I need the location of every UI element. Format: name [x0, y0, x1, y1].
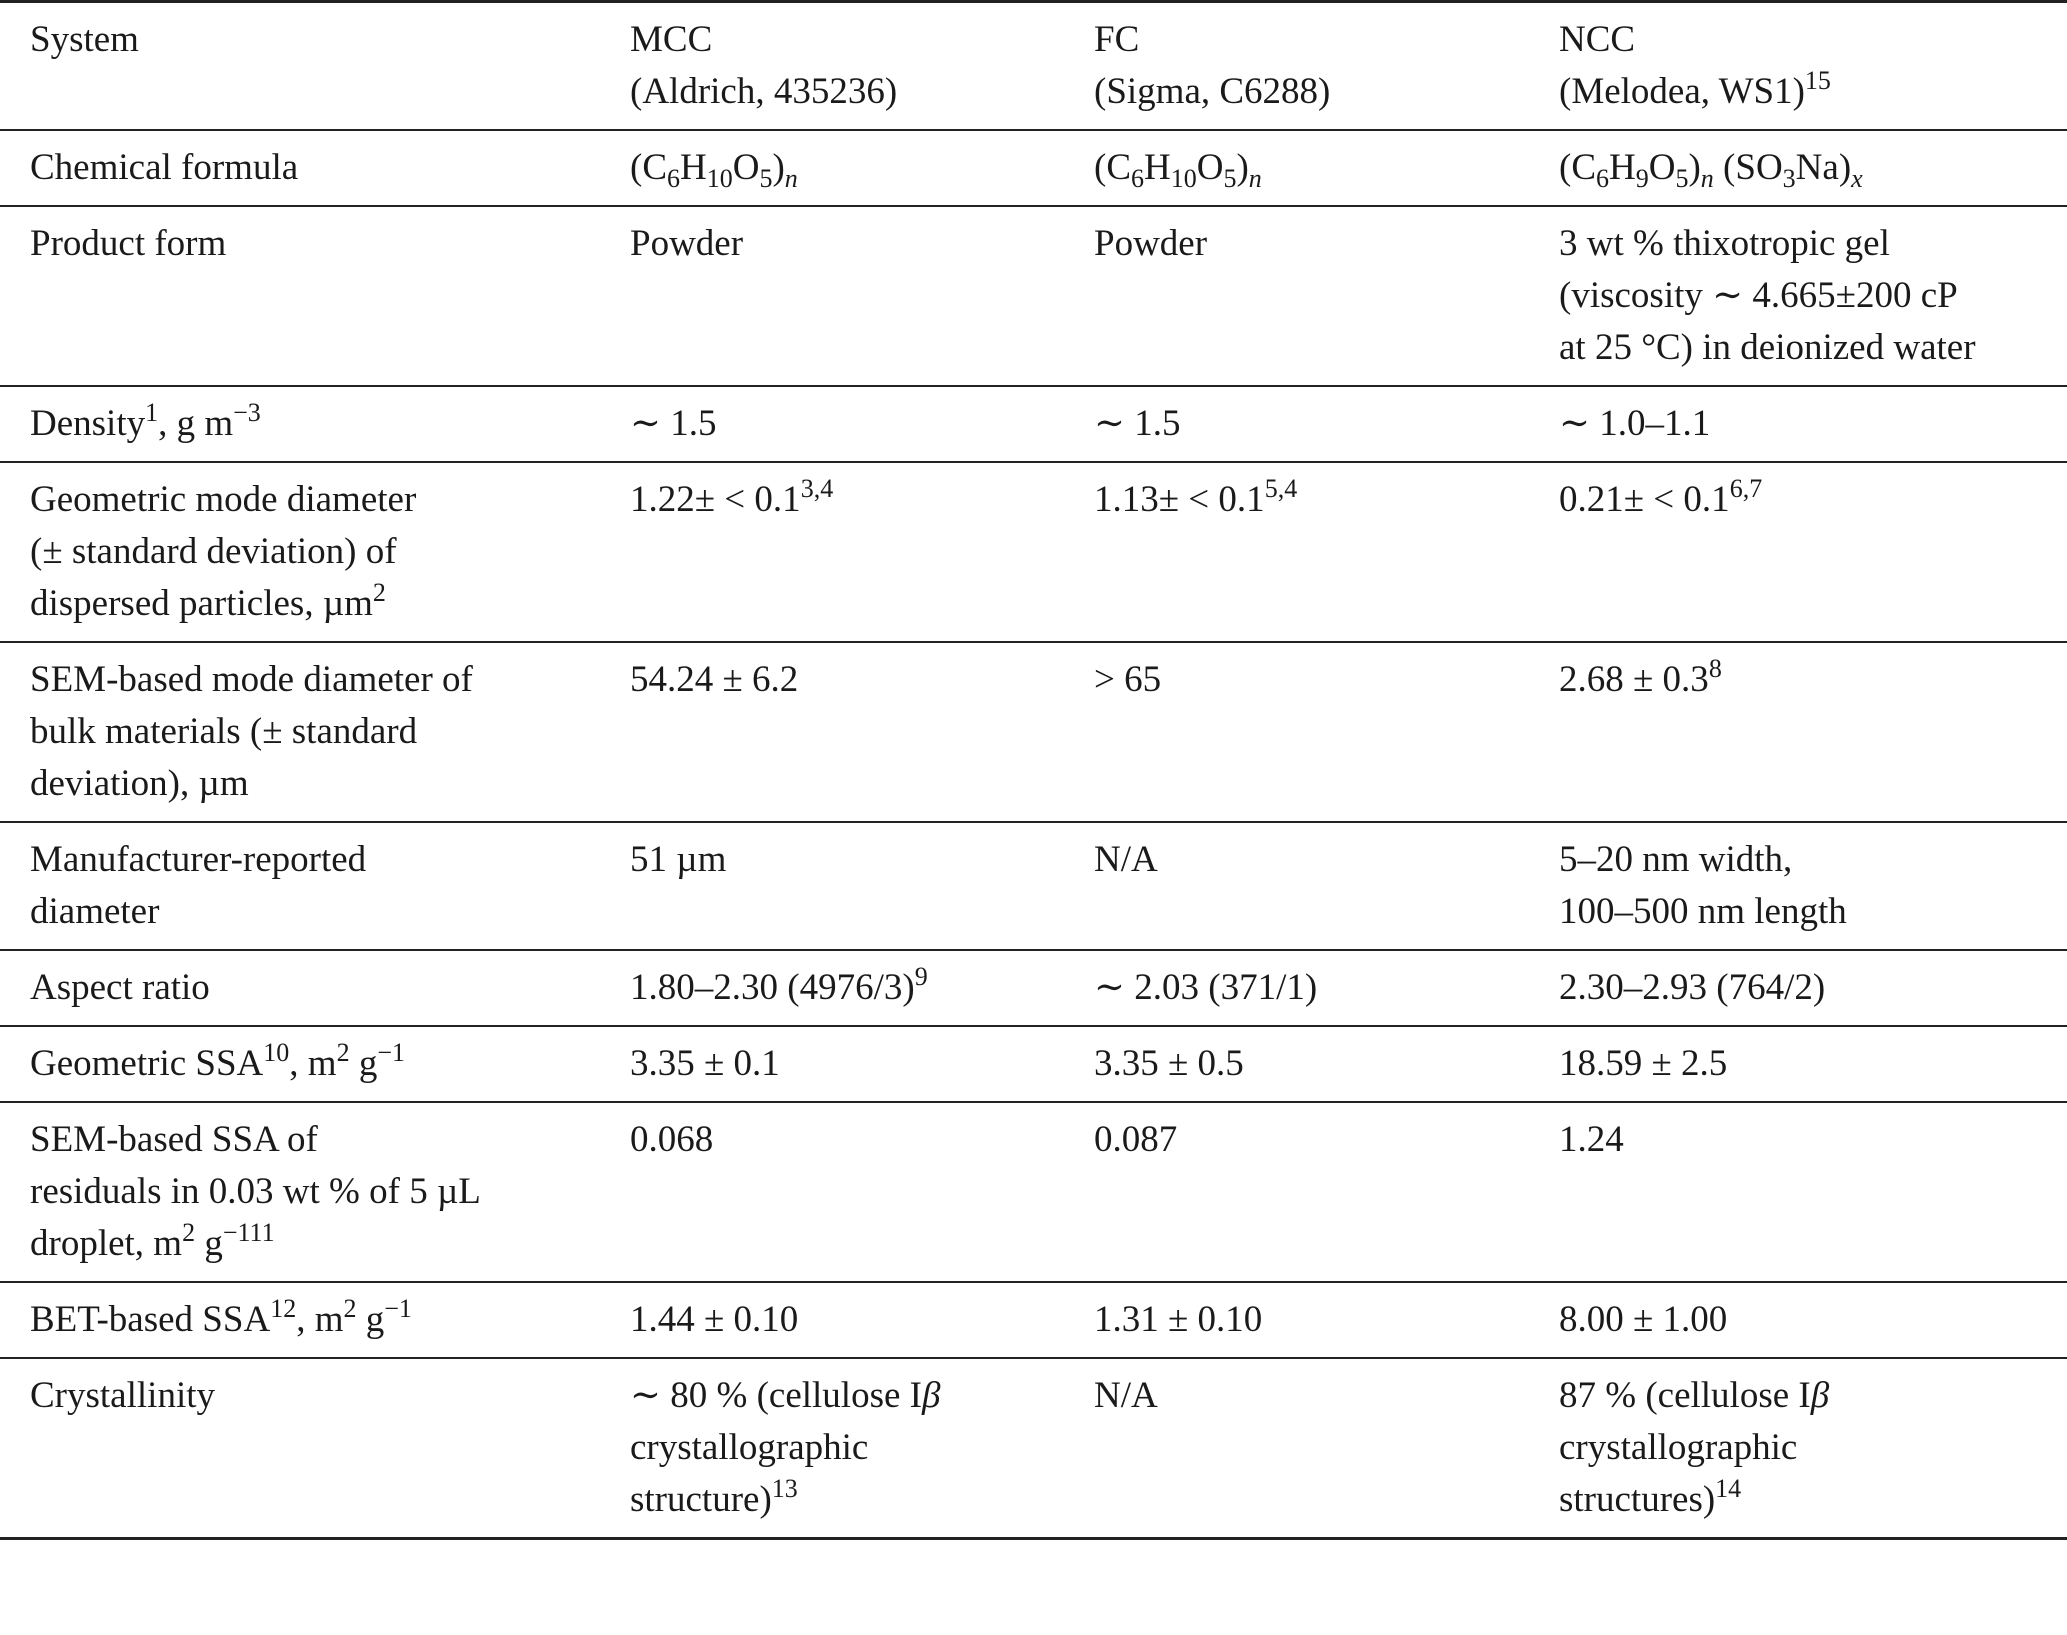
- cell-mcc: $(C_6H_{10}O_5)_n$: [630, 130, 1094, 206]
- row-label: Geometric mode diameter (± standard deviation) of dispersed particles, µm$^2$: [0, 462, 630, 642]
- table-row: [0, 1026, 2067, 1102]
- cell-ncc: 3 wt % thixotropic gel (viscosity ∼ 4.665±200 cP at 25 °C) in deionized water: [1559, 206, 2067, 386]
- table-row: [0, 642, 2067, 822]
- table-row: [0, 822, 2067, 950]
- cell-fc: 0.087: [1094, 1102, 1559, 1282]
- cell-ncc: 1.24: [1559, 1102, 2067, 1282]
- row-label: SEM-based SSA of residuals in 0.03 wt % of 5 µL droplet, $m^2$ $g^{-111}$: [0, 1102, 630, 1282]
- cell-ncc: $(C_6H_9O_5)_n$ $(SO_3Na)_x$: [1559, 130, 2067, 206]
- header-fc-source: (Sigma, C6288): [1094, 71, 1331, 112]
- cell-ncc: 87 % (cellulose Iβ crystallographic structures)$^{14}$: [1559, 1358, 2067, 1539]
- cell-mcc: 1.80–2.30 $(4976/3)^9$: [630, 950, 1094, 1026]
- table-row: [0, 1282, 2067, 1358]
- header-system: System: [0, 2, 630, 131]
- header-mcc: [630, 2, 1094, 131]
- cell-mcc: 3.35 ± 0.1: [630, 1026, 1094, 1102]
- table-row: [0, 130, 2067, 206]
- header-fc: [1094, 2, 1559, 131]
- header-row: [0, 2, 2067, 131]
- cell-ncc: 8.00 ± 1.00: [1559, 1282, 2067, 1358]
- row-label: Aspect ratio: [0, 950, 630, 1026]
- cell-fc: 1.31 ± 0.10: [1094, 1282, 1559, 1358]
- cell-ncc: ∼ 1.0–1.1: [1559, 386, 2067, 462]
- cell-ncc: 5–20 nm width, 100–500 nm length: [1559, 822, 2067, 950]
- row-label: Product form: [0, 206, 630, 386]
- cell-fc: 3.35 ± 0.5: [1094, 1026, 1559, 1102]
- table-row: [0, 386, 2067, 462]
- cell-mcc: 0.068: [630, 1102, 1094, 1282]
- row-label: BET-based SSA$^{12}$, $m^2$ $g^{-1}$: [0, 1282, 630, 1358]
- table-row: [0, 1358, 2067, 1539]
- row-label: Geometric SSA$^{10}$, $m^2$ $g^{-1}$: [0, 1026, 630, 1102]
- cell-ncc: $2.68 \pm 0.3^8$: [1559, 642, 2067, 822]
- header-ncc-name: NCC: [1559, 19, 1636, 60]
- header-ncc-source: (Melodea, WS1)$^{15}$: [1559, 66, 1831, 112]
- row-label: Chemical formula: [0, 130, 630, 206]
- cell-fc: > 65: [1094, 642, 1559, 822]
- cell-mcc: 54.24 ± 6.2: [630, 642, 1094, 822]
- row-label: Density$^1$, g $m^{-3}$: [0, 386, 630, 462]
- cell-mcc: ∼ 80 % (cellulose Iβ crystallographic structure)$^{13}$: [630, 1358, 1094, 1539]
- cell-fc: $(C_6H_{10}O_5)_n$: [1094, 130, 1559, 206]
- cell-ncc: 2.30–2.93 (764/2): [1559, 950, 2067, 1026]
- cell-fc: Powder: [1094, 206, 1559, 386]
- cell-mcc: Powder: [630, 206, 1094, 386]
- header-ncc: [1559, 2, 2067, 131]
- header-fc-name: FC: [1094, 19, 1140, 60]
- cell-mcc: 1.44 ± 0.10: [630, 1282, 1094, 1358]
- table-row: [0, 950, 2067, 1026]
- table-row: [0, 1102, 2067, 1282]
- cell-fc: ∼ 2.03 (371/1): [1094, 950, 1559, 1026]
- header-mcc-source: (Aldrich, 435236): [630, 71, 898, 112]
- cell-fc: ∼ 1.5: [1094, 386, 1559, 462]
- row-label: SEM-based mode diameter of bulk materials (± standard deviation), µm: [0, 642, 630, 822]
- cell-mcc: ∼ 1.5: [630, 386, 1094, 462]
- cell-fc: N/A: [1094, 1358, 1559, 1539]
- header-mcc-name: MCC: [630, 19, 713, 60]
- cell-ncc: $0.21\pm < 0.1^{6,7}$: [1559, 462, 2067, 642]
- cell-ncc: 18.59 ± 2.5: [1559, 1026, 2067, 1102]
- row-label: Manufacturer-reported diameter: [0, 822, 630, 950]
- cell-mcc: $1.22\pm < 0.1^{3,4}$: [630, 462, 1094, 642]
- cell-mcc: 51 µm: [630, 822, 1094, 950]
- cell-fc: N/A: [1094, 822, 1559, 950]
- table-row: [0, 206, 2067, 386]
- table-row: [0, 462, 2067, 642]
- row-label: Crystallinity: [0, 1358, 630, 1539]
- cell-fc: $1.13\pm < 0.1^{5,4}$: [1094, 462, 1559, 642]
